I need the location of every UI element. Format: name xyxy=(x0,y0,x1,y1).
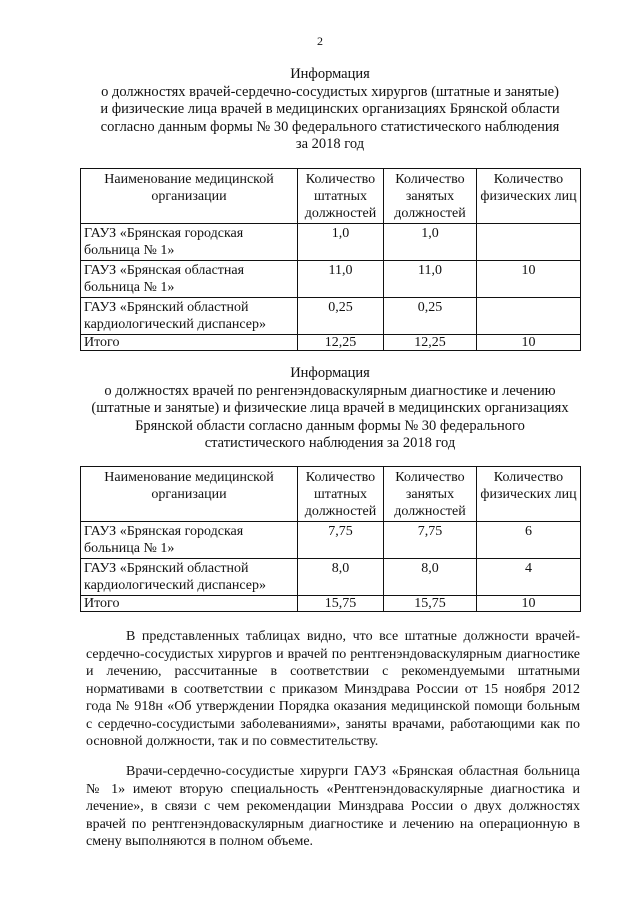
header-organization: Наименование медицинской организации xyxy=(81,467,298,522)
body-paragraph: В представленных таблицах видно, что все штатные должности врачей-сердечно-сосудистых хирургов и врачей по рентгенэндоваскулярным диагностике и лечению, рассчитанные в соответствии с рекомендуемыми штатными нормативами в соответствии с приказом Минздрава России от 15 ноября 2012 года № 918н «Об утверждении Порядка оказания медицинской помощи больным с сердечно-сосудистыми заболеваниями», заняты врачами, работающими как по основной должности, так и по совместительству. xyxy=(86,629,580,749)
cell-organization: ГАУЗ «Брянская областная больница № 1» xyxy=(81,261,298,298)
header-staff-positions: Количество штатных должностей xyxy=(298,467,384,522)
cell-organization: ГАУЗ «Брянский областной кардиологический диспансер» xyxy=(81,298,298,335)
table-row xyxy=(81,261,581,298)
cell-persons xyxy=(477,224,581,261)
cell-total-occupied: 12,25 xyxy=(384,335,477,351)
cell-occupied: 0,25 xyxy=(384,298,477,335)
cell-total-label: Итого xyxy=(81,335,298,351)
cell-total-label: Итого xyxy=(81,596,298,612)
cell-occupied: 7,75 xyxy=(384,522,477,559)
header-occupied-positions: Количество занятых должностей xyxy=(384,169,477,224)
cell-total-persons: 10 xyxy=(477,335,581,351)
section2-title-line: Информация xyxy=(290,365,370,381)
cell-total-staff: 12,25 xyxy=(298,335,384,351)
cell-staff: 11,0 xyxy=(298,261,384,298)
page-number: 2 xyxy=(317,34,323,48)
cell-persons: 10 xyxy=(477,261,581,298)
table-row xyxy=(81,522,581,559)
section1-title-line: за 2018 год xyxy=(295,136,365,152)
cell-occupied: 8,0 xyxy=(384,559,477,596)
cell-staff: 7,75 xyxy=(298,522,384,559)
table-header-row xyxy=(81,169,581,224)
section2-heading xyxy=(80,365,580,453)
header-staff-positions: Количество штатных должностей xyxy=(298,169,384,224)
section1-title-line: согласно данным формы № 30 федерального статистического наблюдения xyxy=(100,118,560,135)
section1-title-line: и физические лица врачей в медицинских организациях Брянской области xyxy=(100,101,560,117)
table-total-row xyxy=(81,596,581,612)
cell-total-occupied: 15,75 xyxy=(384,596,477,612)
table-row xyxy=(81,224,581,261)
header-organization: Наименование медицинской организации xyxy=(81,169,298,224)
cell-total-persons: 10 xyxy=(477,596,581,612)
cell-staff: 1,0 xyxy=(298,224,384,261)
section1-heading xyxy=(80,66,580,154)
section2-table xyxy=(80,466,581,612)
section1-title-line: о должностях врачей-сердечно-сосудистых хирургов (штатные и занятые) xyxy=(101,83,559,100)
cell-persons: 6 xyxy=(477,522,581,559)
table-row xyxy=(81,559,581,596)
section2-title-line: Брянской области согласно данным формы № 30 федерального xyxy=(135,417,525,434)
section2-title-line: (штатные и занятые) и физические лица врачей в медицинских организациях xyxy=(91,400,569,416)
cell-staff: 0,25 xyxy=(298,298,384,335)
section1-title-line: Информация xyxy=(290,66,370,82)
cell-persons: 4 xyxy=(477,559,581,596)
cell-organization: ГАУЗ «Брянская городская больница № 1» xyxy=(81,224,298,261)
section1-table xyxy=(80,168,581,351)
section2-title-line: статистического наблюдения за 2018 год xyxy=(204,435,456,451)
cell-staff: 8,0 xyxy=(298,559,384,596)
header-persons: Количество физических лиц xyxy=(477,169,581,224)
table-total-row xyxy=(81,335,581,351)
cell-persons xyxy=(477,298,581,335)
cell-organization: ГАУЗ «Брянская городская больница № 1» xyxy=(81,522,298,559)
header-occupied-positions: Количество занятых должностей xyxy=(384,467,477,522)
header-persons: Количество физических лиц xyxy=(477,467,581,522)
table-row xyxy=(81,298,581,335)
cell-occupied: 11,0 xyxy=(384,261,477,298)
cell-total-staff: 15,75 xyxy=(298,596,384,612)
body-paragraph: Врачи-сердечно-сосудистые хирурги ГАУЗ «Брянская областная больница № 1» имеют вторую специальность «Рентгенэндоваскулярные диагностика и лечение», в связи с чем рекомендации Минздрава России о двух должностях врачей по рентгенэндоваскулярным диагностике и лечению на операционную в смену выполняются в полном объеме. xyxy=(86,764,580,849)
cell-organization: ГАУЗ «Брянский областной кардиологический диспансер» xyxy=(81,559,298,596)
section2-title-line: о должностях врачей по ренгенэндоваскулярным диагностике и лечению xyxy=(104,382,556,399)
cell-occupied: 1,0 xyxy=(384,224,477,261)
table-header-row xyxy=(81,467,581,522)
